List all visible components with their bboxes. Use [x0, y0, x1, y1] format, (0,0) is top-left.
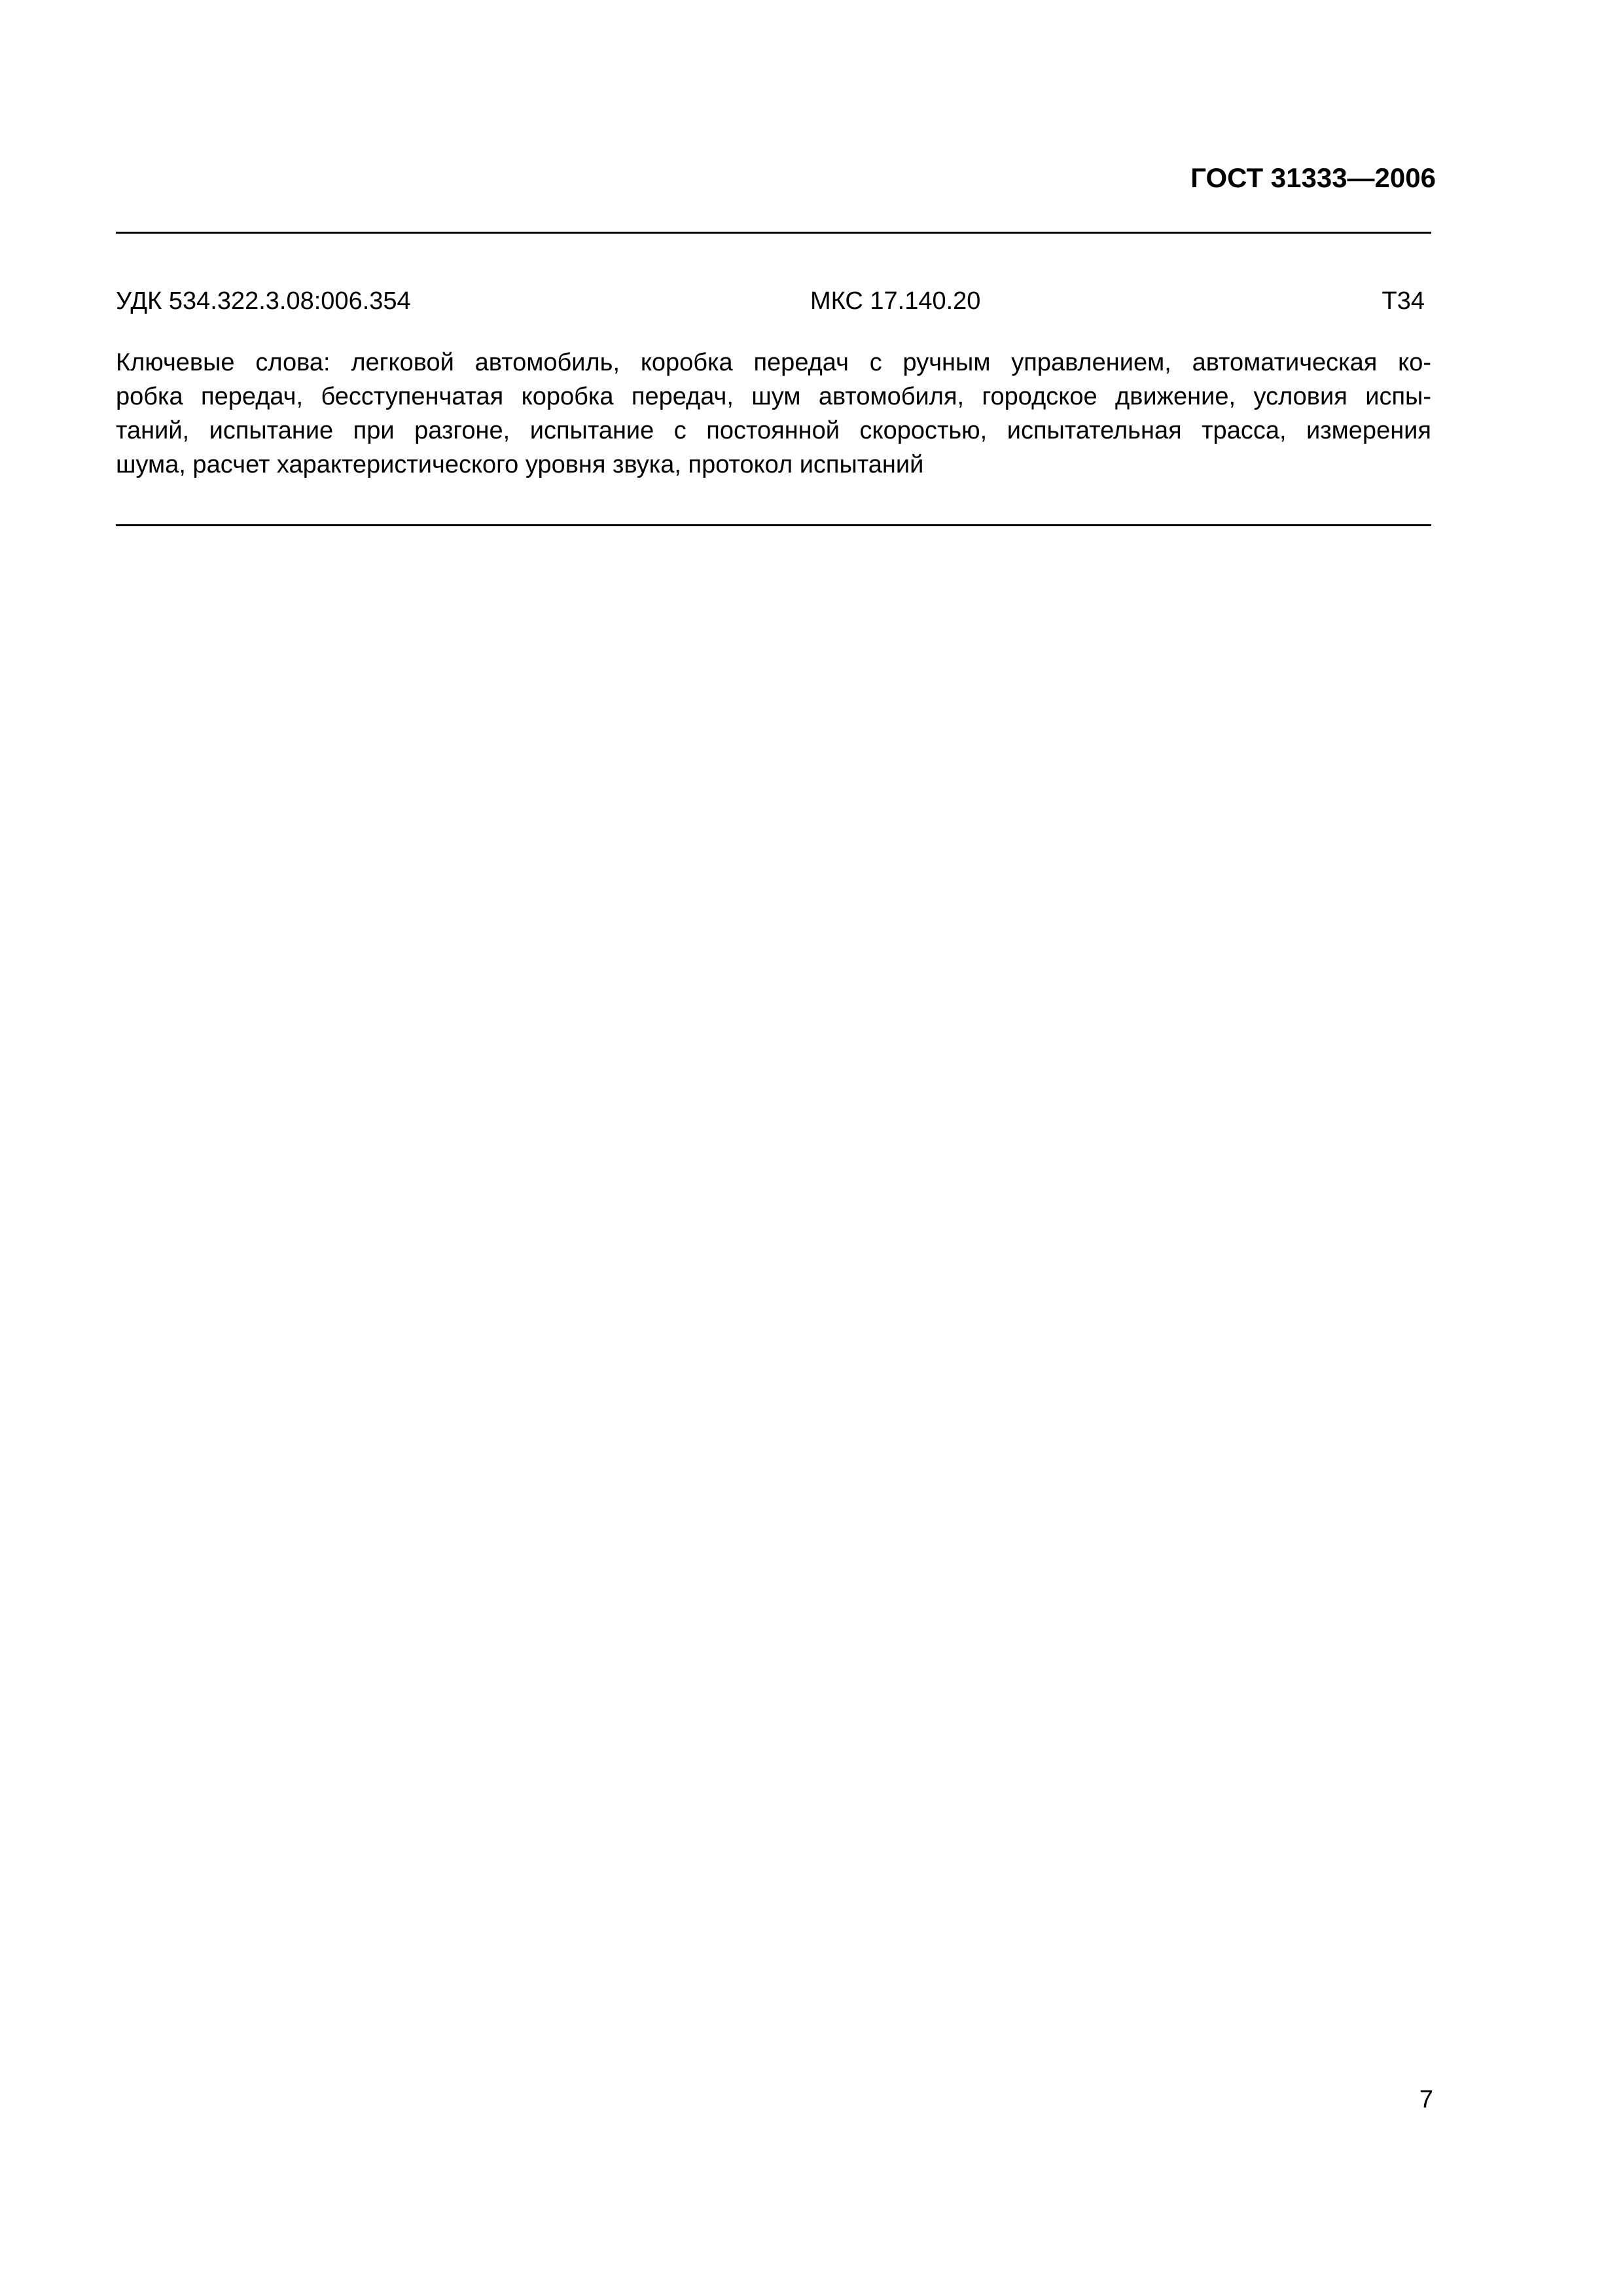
udk-code: УДК 534.322.3.08:006.354	[116, 287, 411, 315]
mks-code: МКС 17.140.20	[810, 287, 981, 315]
keywords-paragraph	[116, 346, 1431, 482]
keywords-line: шума, расчет характеристического уровня звука, протокол испытаний	[116, 451, 924, 478]
page-number: 7	[1419, 2086, 1433, 2113]
classification-row	[116, 283, 1431, 319]
bottom-divider	[116, 524, 1431, 526]
keywords-line: робка передач, бесступенчатая коробка передач, шум автомобиля, городское движение, условия испы-	[116, 383, 1431, 410]
keywords-line: Ключевые слова: легковой автомобиль, коробка передач с ручным управлением, автоматическая ко-	[116, 349, 1431, 376]
top-divider	[116, 232, 1431, 234]
keywords-line: таний, испытание при разгоне, испытание с постоянной скоростью, испытательная трасса, измерения	[116, 417, 1431, 444]
okstu-code: Т34	[1382, 287, 1425, 315]
standard-number: ГОСТ 31333—2006	[1190, 162, 1436, 193]
